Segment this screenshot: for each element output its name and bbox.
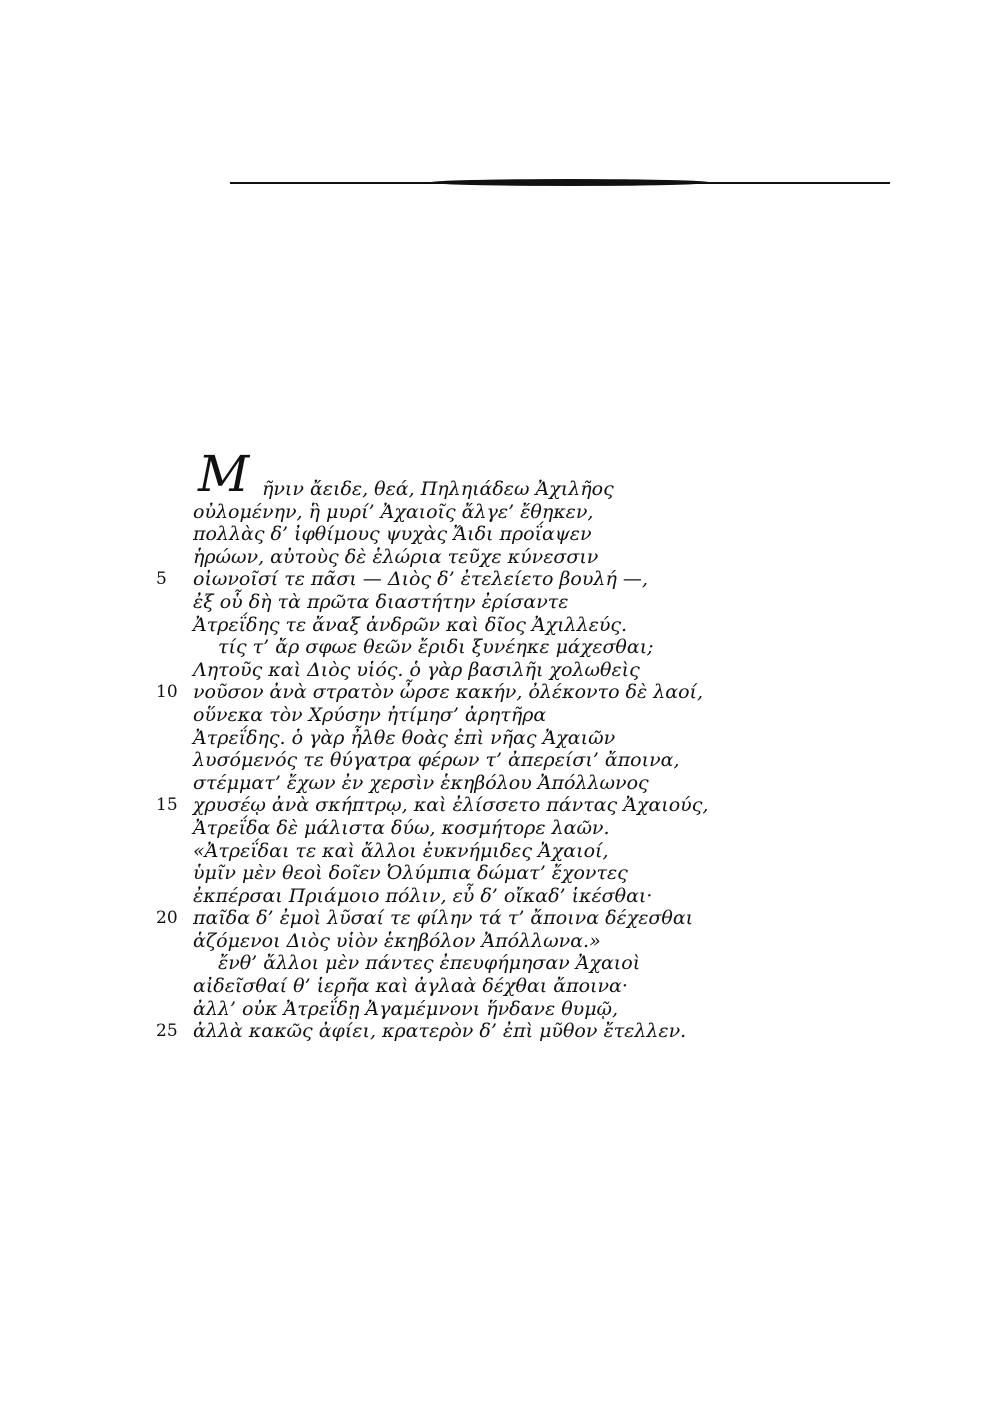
verse-text: οἰωνοῖσί τε πᾶσι — Διὸς δ’ ἐτελείετο βουλή —, bbox=[193, 568, 648, 591]
verse-text: ὑμῖν μὲν θεοὶ δοῖεν Ὀλύμπια δώματ’ ἔχοντες bbox=[193, 862, 628, 885]
poem-text bbox=[0, 445, 1000, 1043]
verse-text: νοῦσον ἀνὰ στρατὸν ὦρσε κακήν, ὀλέκοντο δὲ λαοί, bbox=[193, 681, 704, 704]
drop-cap: M bbox=[198, 445, 250, 503]
verse-line bbox=[0, 681, 1000, 704]
verse-text: ἀλλ’ οὐκ Ἀτρεΐδῃ Ἀγαμέμνονι ἥνδανε θυμῷ, bbox=[193, 997, 619, 1020]
verse-text: παῖδα δ’ ἐμοὶ λῦσαί τε φίλην τά τ’ ἄποινα δέχεσθαι bbox=[193, 907, 694, 930]
verse-line bbox=[0, 568, 1000, 591]
verse-text: ἡρώων, αὐτοὺς δὲ ἑλώρια τεῦχε κύνεσσιν bbox=[193, 545, 599, 568]
verse-line bbox=[0, 975, 1000, 998]
verse-line bbox=[0, 501, 1000, 524]
verse-text: Ἀτρεΐδης τε ἄναξ ἀνδρῶν καὶ δῖος Ἀχιλλεύς. bbox=[193, 613, 628, 636]
verse-text: πολλὰς δ’ ἰφθίμους ψυχὰς Ἄιδι προΐαψεν bbox=[193, 523, 592, 546]
verse-text: οὐλομένην, ἣ μυρί’ Ἀχαιοῖς ἄλγε’ ἔθηκεν, bbox=[193, 500, 594, 523]
verse-text: αἰδεῖσθαί θ’ ἱερῆα καὶ ἀγλαὰ δέχθαι ἄποινα· bbox=[193, 975, 628, 998]
line-number: 25 bbox=[156, 1021, 178, 1042]
verse-line bbox=[0, 862, 1000, 885]
verse-text: ἀλλὰ κακῶς ἀφίει, κρατερὸν δ’ ἐπὶ μῦθον ἔτελλεν. bbox=[193, 1020, 687, 1043]
verse-text: Ἀτρεΐδης. ὁ γὰρ ἦλθε θοὰς ἐπὶ νῆας Ἀχαιῶν bbox=[193, 726, 616, 749]
verse-text: οὕνεκα τὸν Χρύσην ἠτίμησ’ ἀρητῆρα bbox=[193, 703, 547, 726]
verse-line bbox=[0, 659, 1000, 682]
verse-line bbox=[0, 445, 1000, 503]
ornamental-rule-swell bbox=[430, 179, 710, 186]
verse-text: ἔνθ’ ἄλλοι μὲν πάντες ἐπευφήμησαν Ἀχαιοὶ bbox=[218, 952, 641, 975]
line-number: 20 bbox=[156, 908, 178, 929]
verse-line bbox=[0, 794, 1000, 817]
verse-line bbox=[0, 907, 1000, 930]
line-number: 15 bbox=[156, 795, 178, 816]
verse-text: ἐκπέρσαι Πριάμοιο πόλιν, εὖ δ’ οἴκαδ’ ἱκέσθαι· bbox=[193, 884, 653, 907]
verse-line bbox=[0, 930, 1000, 953]
verse-line bbox=[0, 591, 1000, 614]
verse-text: ἐξ οὗ δὴ τὰ πρῶτα διαστήτην ἐρίσαντε bbox=[193, 590, 569, 613]
verse-text: ῆνιν ἄειδε, θεά, Πηληιάδεω Ἀχιλῆος bbox=[262, 478, 614, 500]
verse-line bbox=[0, 749, 1000, 772]
verse-text: λυσόμενός τε θύγατρα φέρων τ’ ἀπερείσι’ ἄποινα, bbox=[193, 749, 680, 772]
line-number: 10 bbox=[156, 682, 178, 703]
verse-line bbox=[0, 614, 1000, 637]
verse-line bbox=[0, 772, 1000, 795]
verse-line bbox=[0, 998, 1000, 1021]
verse-line bbox=[0, 885, 1000, 908]
verse-text: στέμματ’ ἔχων ἐν χερσὶν ἑκηβόλου Ἀπόλλωνος bbox=[193, 771, 649, 794]
verse-line bbox=[0, 817, 1000, 840]
verse-line bbox=[0, 1020, 1000, 1043]
verse-line bbox=[0, 727, 1000, 750]
verse-line bbox=[0, 636, 1000, 659]
verse-line bbox=[0, 546, 1000, 569]
verse-text: ἁζόμενοι Διὸς υἱὸν ἑκηβόλον Ἀπόλλωνα.» bbox=[193, 929, 601, 952]
verse-text: Ἀτρεΐδα δὲ μάλιστα δύω, κοσμήτορε λαῶν. bbox=[193, 816, 610, 839]
verse-line bbox=[0, 523, 1000, 546]
verse-text: Λητοῦς καὶ Διὸς υἱός. ὁ γὰρ βασιλῆι χολωθεὶς bbox=[193, 658, 640, 681]
verse-text: τίς τ’ ἄρ σφωε θεῶν ἔριδι ξυνέηκε μάχεσθαι; bbox=[218, 636, 654, 659]
verse-text: «Ἀτρεΐδαι τε καὶ ἄλλοι ἐυκνήμιδες Ἀχαιοί, bbox=[193, 839, 609, 862]
verse-line bbox=[0, 840, 1000, 863]
verse-line bbox=[0, 952, 1000, 975]
verse-text: χρυσέῳ ἀνὰ σκήπτρῳ, καὶ ἐλίσσετο πάντας Ἀχαιούς, bbox=[193, 794, 709, 817]
line-number: 5 bbox=[156, 569, 167, 590]
verse-line bbox=[0, 704, 1000, 727]
